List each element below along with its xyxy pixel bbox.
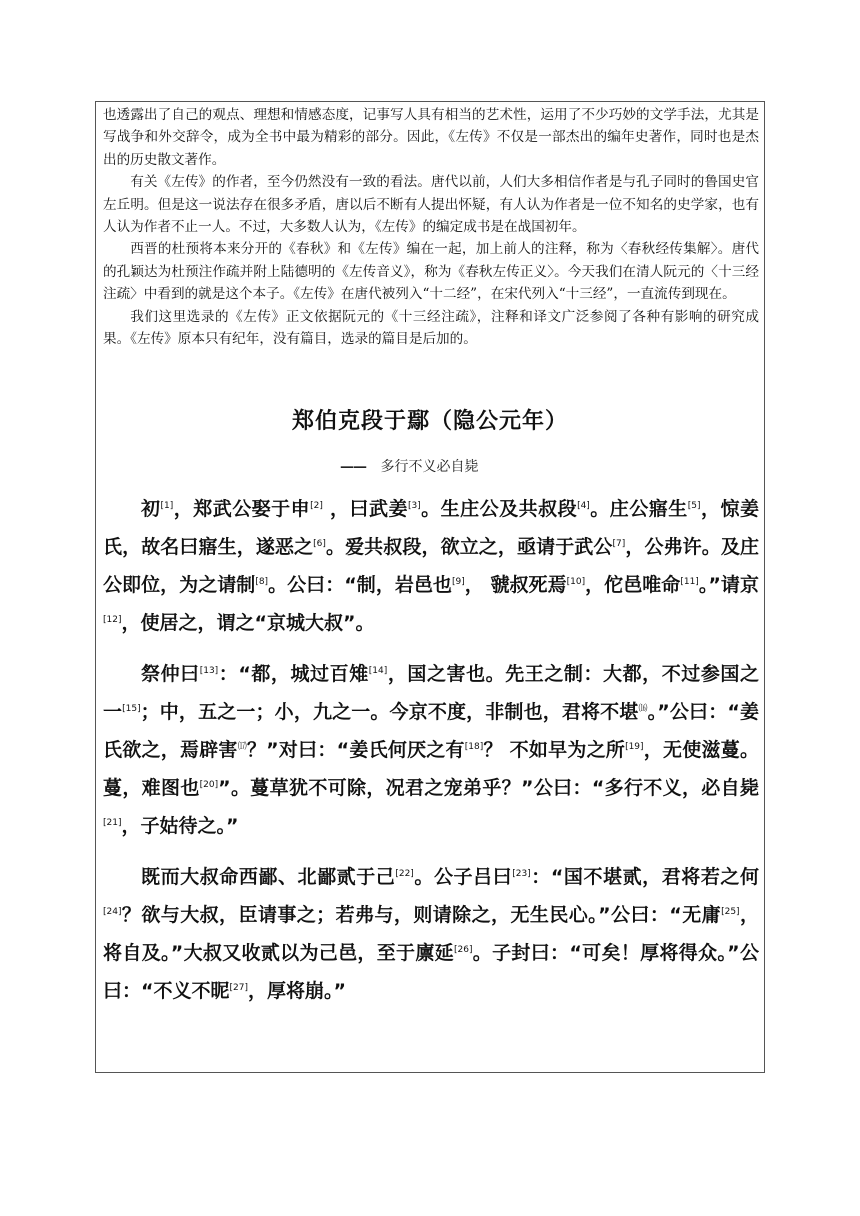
body-paragraph xyxy=(103,858,759,1010)
text-run: ，使居之，谓之“京城大叔”。 xyxy=(121,612,375,634)
text-run: 。”公曰：“姜氏欲之，焉辟害 xyxy=(103,701,759,761)
text-run: ”。蔓草犹不可除，况君之宠弟乎？”公曰：“多行不义，必自毙 xyxy=(218,777,759,799)
footnote-marker: [9] xyxy=(451,577,465,587)
text-run: 祭仲曰 xyxy=(141,663,200,685)
footnote-marker: [20] xyxy=(199,780,219,790)
text-run: ：“都，城过百雉 xyxy=(218,663,369,685)
footnote-marker: [24] xyxy=(103,907,122,917)
body-paragraph xyxy=(103,655,759,845)
intro-paragraph: 也透露出了自己的观点、理想和情感态度，记事写人具有相当的艺术性，运用了不少巧妙的文学手法，尤其是写战争和外交辞令，成为全书中最为精彩的部分。因此，《左传》不仅是一部杰出的编年史著作，同时也是杰出的历史散文著作。 xyxy=(103,107,759,168)
footnote-marker: [5] xyxy=(687,501,701,511)
intro-paragraph: 我们这里选录的《左传》正文依据阮元的《十三经注疏》，注释和译文广泛参阅了各种有影响的研究成果。《左传》原本只有纪年，没有篇目，选录的篇目是后加的。 xyxy=(103,308,759,348)
text-run: 。公曰：“制，岩邑也 xyxy=(268,574,452,596)
footnote-marker: [12] xyxy=(103,615,122,625)
footnote-marker: [23] xyxy=(512,869,531,879)
footnote-marker: ⒄ xyxy=(237,742,247,752)
main-text xyxy=(103,490,759,1023)
text-run: ；中，五之一；小，九之一。今京不度，非制也，君将不堪 xyxy=(140,701,639,723)
text-run: ，郑武公娶于申 xyxy=(173,498,311,520)
text-run: ？ 不如早为之所 xyxy=(483,739,626,761)
text-run: ，无使滋蔓。蔓，难图也 xyxy=(103,739,759,799)
footnote-marker: [2] xyxy=(310,501,323,511)
footnote-marker: [6] xyxy=(313,539,326,549)
text-run: 既而大叔命西鄙、北鄙贰于己 xyxy=(141,866,396,888)
text-run: ：“国不堪贰，君将若之何 xyxy=(530,866,759,888)
text-run: ，将自及。”大叔又收贰以为己邑，至于廪延 xyxy=(103,904,759,964)
text-run: ？欲与大叔，臣请事之；若弗与，则请除之，无生民心。”公曰：“无庸 xyxy=(121,904,722,926)
footnote-marker: [11] xyxy=(680,577,699,587)
footnote-marker: ⒃ xyxy=(638,704,648,714)
footnote-marker: [18] xyxy=(464,742,484,752)
text-run: ，厚将崩。” xyxy=(247,980,346,1002)
text-run: 初 xyxy=(141,498,161,520)
text-run: ，佗邑唯命 xyxy=(585,574,681,596)
footnote-marker: [1] xyxy=(160,501,174,511)
text-run: 。公子吕曰 xyxy=(413,866,513,888)
footnote-marker: [22] xyxy=(395,869,414,879)
text-run: ，惊姜氏，故名曰寤生，遂恶之 xyxy=(103,498,759,558)
intro-paragraph: 西晋的杜预将本来分开的《春秋》和《左传》编在一起，加上前人的注释，称为〈春秋经传集解〉。唐代的孔颖达为杜预注作疏并附上陆德明的《左传音义》，称为《春秋左传正义〉。今天我们在清人阮元的〈十三经注疏〉中看到的就是这个本子。《左传》在唐代被列入“十二经”，在宋代列入“十三经”，一直流传到现在。 xyxy=(103,241,759,303)
footnote-marker: [3] xyxy=(407,501,421,511)
intro-paragraph: 有关《左传》的作者，至今仍然没有一致的看法。唐代以前，人们大多相信作者是与孔子同时的鲁国史官左丘明。但是这一说法存在很多矛盾，唐以后不断有人提出怀疑，有人认为作者是一位不知名的史学家，也有人认为作者不止一人。不过，大多数人认为，《左传》的编定成书是在战国初年。 xyxy=(103,174,759,236)
subtitle-dash: —— xyxy=(340,459,366,475)
footnote-marker: [14] xyxy=(368,666,388,676)
footnote-marker: [15] xyxy=(122,704,141,714)
body-paragraph xyxy=(103,490,759,642)
intro-text xyxy=(103,104,759,350)
text-run: 。子封曰：“可矣！厚将得众。”公曰：“不义不昵 xyxy=(103,942,759,1002)
footnote-marker: [13] xyxy=(199,666,219,676)
footnote-marker: [25] xyxy=(721,907,740,917)
text-run: ？”对曰：“姜氏何厌之有 xyxy=(246,739,465,761)
text-run: ，国之害也。先王之制：大都，不过参国之一 xyxy=(103,663,759,723)
text-run: ，子姑待之。” xyxy=(121,815,239,837)
text-run: 。庄公寤生 xyxy=(589,498,688,520)
section-subtitle xyxy=(340,456,478,476)
footnote-marker: [10] xyxy=(566,577,586,587)
footnote-marker: [7] xyxy=(612,539,626,549)
text-run: ，公弗许。及庄公即位，为之请制 xyxy=(103,536,759,596)
section-title: 郑伯克段于鄢（隐公元年） xyxy=(291,409,568,434)
footnote-marker: [4] xyxy=(577,501,590,511)
footnote-marker: [21] xyxy=(103,818,122,828)
footnote-marker: [19] xyxy=(625,742,644,752)
text-run: ， 虢叔死焉 xyxy=(464,574,567,596)
footnote-marker: [27] xyxy=(229,983,248,993)
text-run: ，曰武姜 xyxy=(322,498,408,520)
footnote-marker: [26] xyxy=(453,945,473,955)
subtitle-text: 多行不义必自毙 xyxy=(380,459,479,475)
footnote-marker: [8] xyxy=(255,577,269,587)
text-run: 。爱共叔段，欲立之，亟请于武公 xyxy=(325,536,613,558)
text-run: 。生庄公及共叔段 xyxy=(420,498,578,520)
text-run: 。”请京 xyxy=(698,574,759,596)
